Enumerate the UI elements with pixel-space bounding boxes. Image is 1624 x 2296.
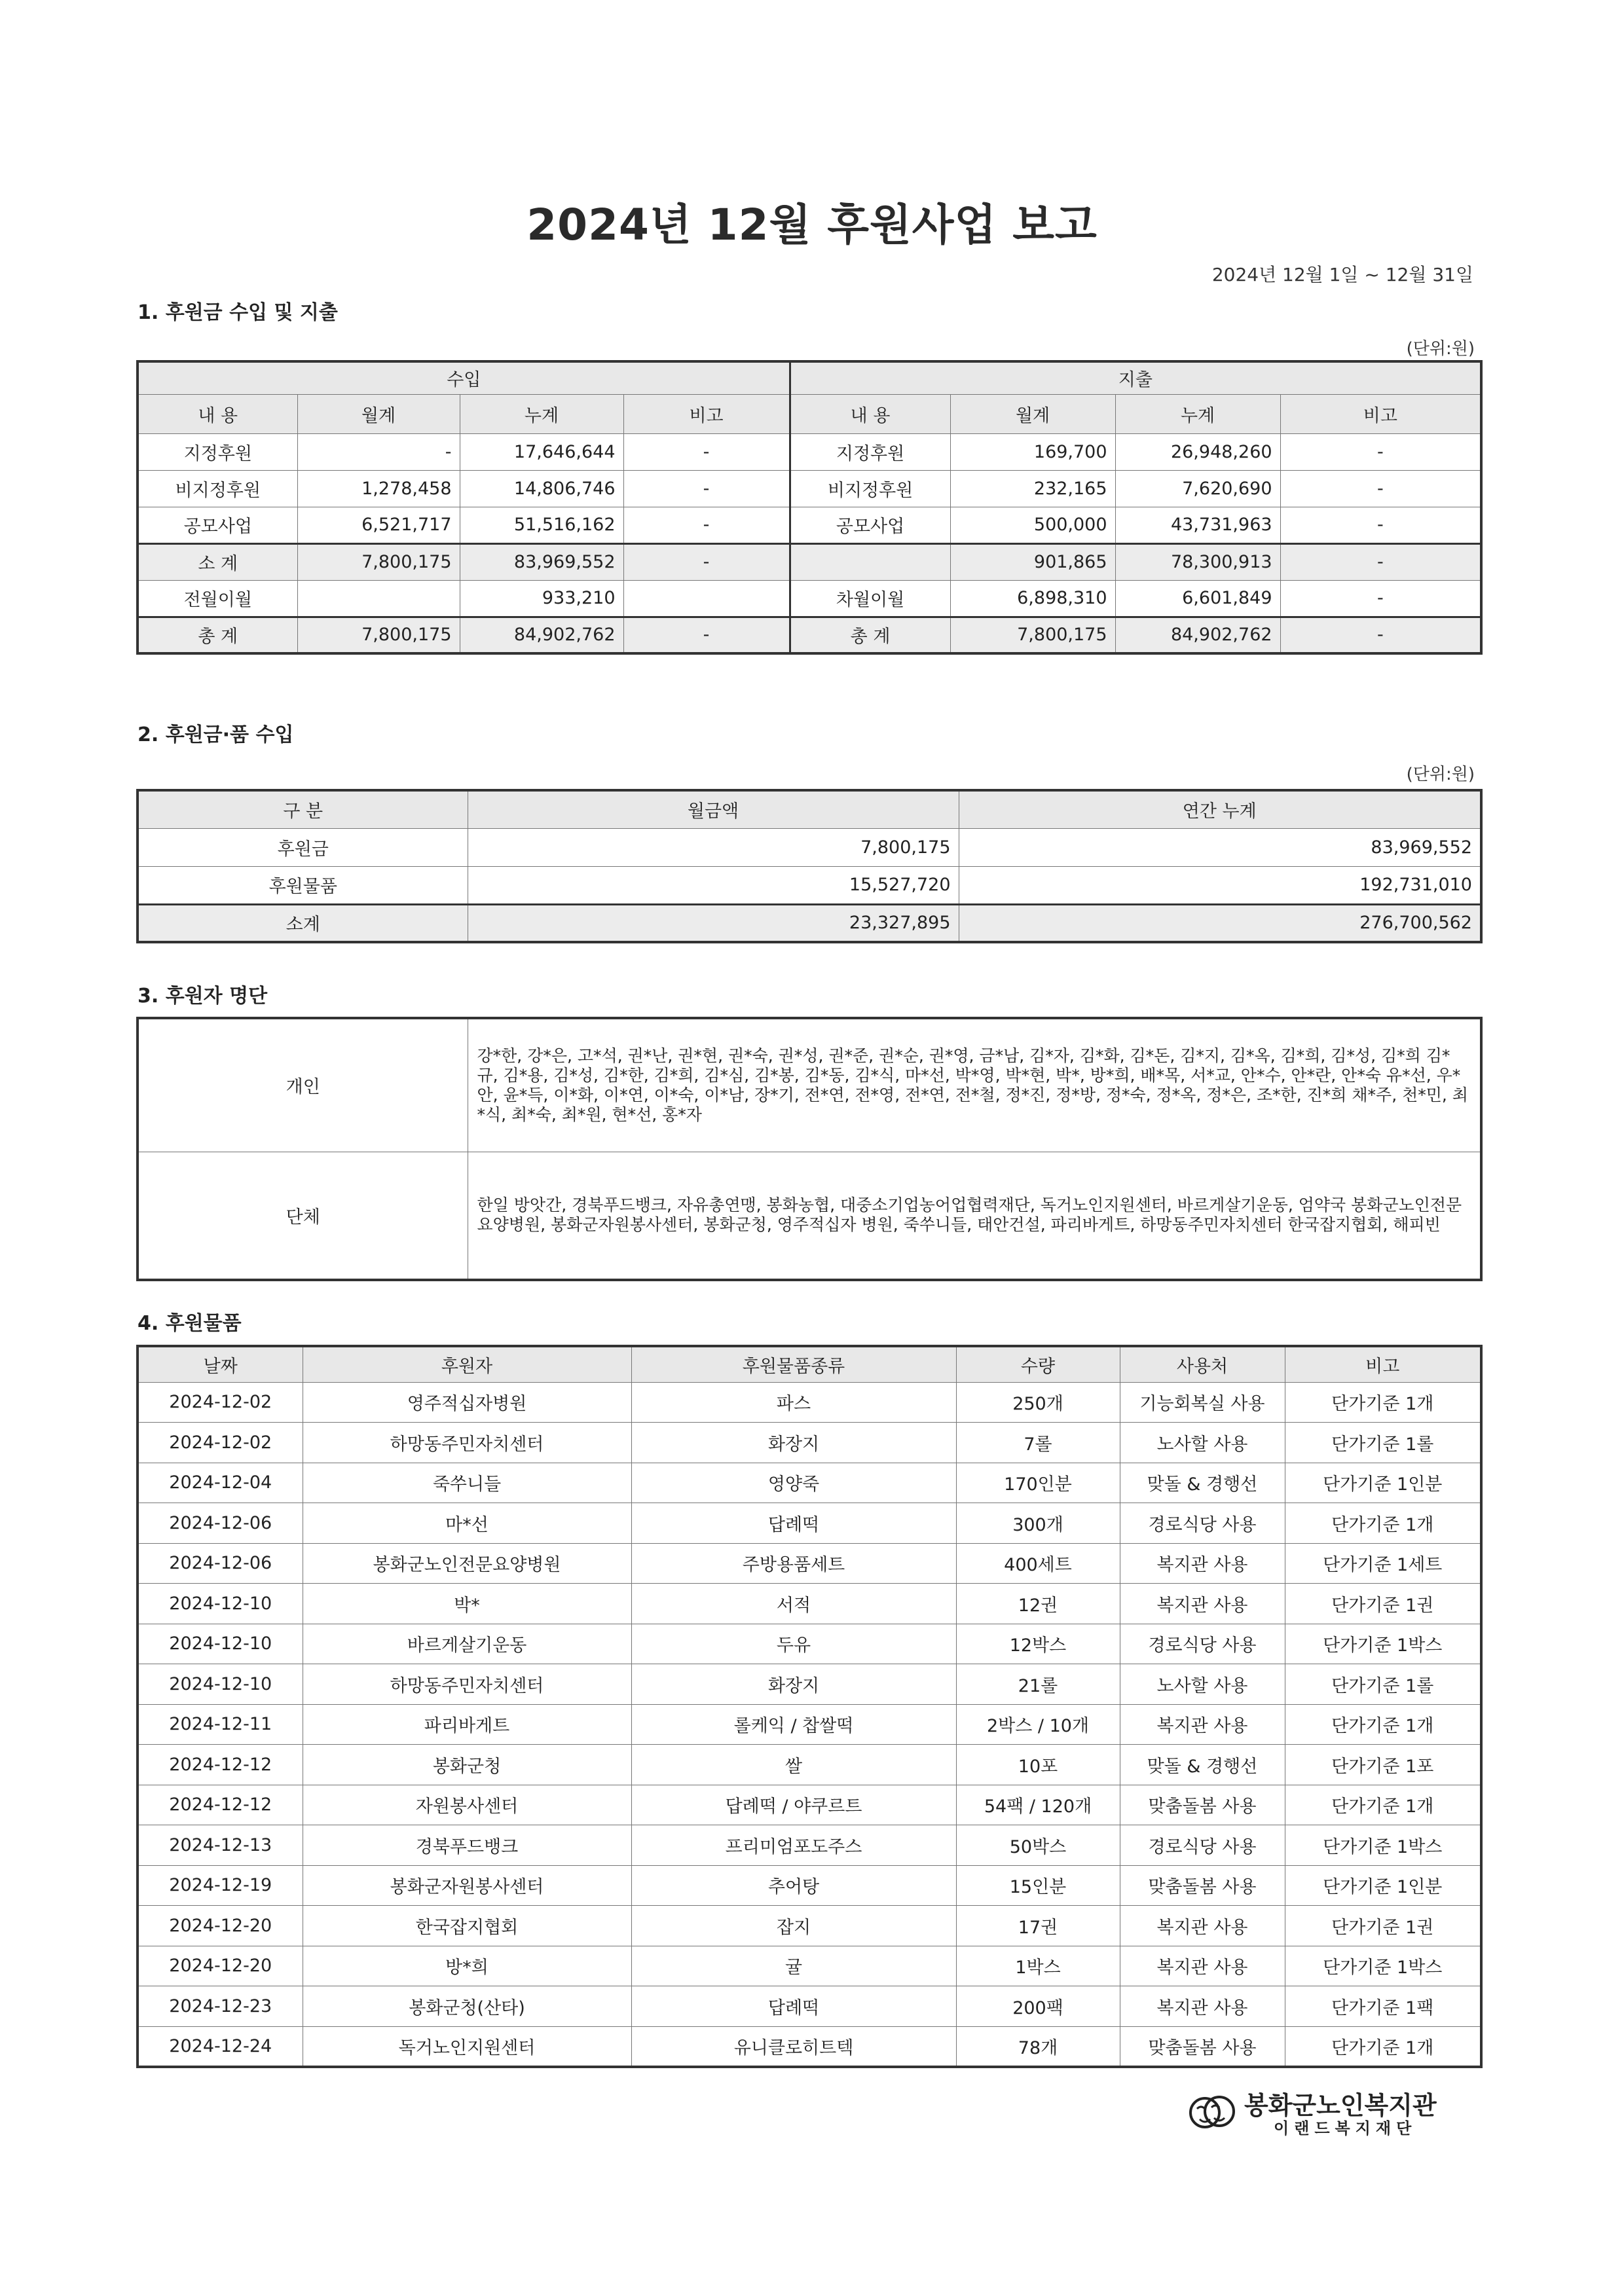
table-row <box>138 1825 1481 1866</box>
table-cell: 맞춤돌봄 사용 <box>1120 1865 1285 1906</box>
table-cell: 2024-12-10 <box>138 1584 303 1624</box>
organization-name: 봉화군노인복지관 <box>1244 2091 1437 2120</box>
table-cell: 비지정후원 <box>138 470 297 507</box>
column-header: 구 분 <box>138 790 468 828</box>
table-cell: 봉화군청(산타) <box>303 1986 631 2027</box>
organization-subtitle: 이랜드복지재단 <box>1274 2119 1417 2138</box>
table-cell: 복지관 사용 <box>1120 1704 1285 1745</box>
table-cell: - <box>297 433 460 470</box>
row-total <box>138 617 1481 653</box>
table-row <box>138 1946 1481 1986</box>
table-cell: 23,327,895 <box>468 904 959 942</box>
table-cell: 추어탕 <box>631 1865 956 1906</box>
table-row <box>138 1503 1481 1544</box>
table-cell: 영양죽 <box>631 1463 956 1503</box>
table-cell: 400세트 <box>956 1543 1120 1584</box>
income-header: 수입 <box>138 361 790 394</box>
column-header: 수량 <box>956 1346 1120 1382</box>
table-cell: 단가기준 1박스 <box>1285 1946 1481 1986</box>
table-cell: 2024-12-24 <box>138 2026 303 2067</box>
individual-label: 개인 <box>138 1018 468 1152</box>
table-cell: 봉화군노인전문요양병원 <box>303 1543 631 1584</box>
table-cell: 단가기준 1롤 <box>1285 1664 1481 1705</box>
table-cell: 후원물품 <box>138 866 468 904</box>
table-cell: 귤 <box>631 1946 956 1986</box>
table-row <box>138 1986 1481 2027</box>
table-cell <box>297 580 460 617</box>
table-cell: 2024-12-11 <box>138 1704 303 1745</box>
row-carryover <box>138 580 1481 617</box>
table-cell: 비지정후원 <box>790 470 950 507</box>
table-cell: - <box>1280 580 1481 617</box>
table-cell: 1,278,458 <box>297 470 460 507</box>
table-cell: 경로식당 사용 <box>1120 1503 1285 1544</box>
table-cell: 17,646,644 <box>460 433 623 470</box>
column-header: 비고 <box>1280 394 1481 433</box>
group-donors: 한일 방앗간, 경북푸드뱅크, 자유총연맹, 봉화농협, 대중소기업농어업협력재단, 독거노인지원센터, 바르게살기운동, 엄약국 봉화군노인전문요양병원, 봉화군자원봉사센터, 봉화군청, 영주적십자 병원, 죽쑤니들, 태안건설, 파리바게트, 하망동주민자치센터 한국잡지협회, 해피빈 <box>468 1152 1481 1280</box>
table-cell: 봉화군청 <box>303 1745 631 1785</box>
table-cell: 박* <box>303 1584 631 1624</box>
table-cell: 7,800,175 <box>297 617 460 653</box>
table-cell: 복지관 사용 <box>1120 1543 1285 1584</box>
table-cell: 바르게살기운동 <box>303 1624 631 1664</box>
table-cell: 하망동주민자치센터 <box>303 1664 631 1705</box>
table-row <box>138 1463 1481 1503</box>
table-cell: 자원봉사센터 <box>303 1785 631 1825</box>
table-cell: 단가기준 1개 <box>1285 1503 1481 1544</box>
table-row <box>138 2026 1481 2067</box>
table-cell: 공모사업 <box>790 507 950 543</box>
table-cell: 한국잡지협회 <box>303 1906 631 1946</box>
table-cell: 10포 <box>956 1745 1120 1785</box>
table-row <box>138 1382 1481 1423</box>
column-header: 후원자 <box>303 1346 631 1382</box>
table-cell: 화장지 <box>631 1423 956 1463</box>
donor-list-table <box>136 1017 1483 1281</box>
table-cell: 7,800,175 <box>297 543 460 580</box>
row-designated <box>138 433 1481 470</box>
section2-heading: 2. 후원금·품 수입 <box>138 723 294 746</box>
table-cell: 주방용품세트 <box>631 1543 956 1584</box>
table-cell: 901,865 <box>950 543 1115 580</box>
page-title: 2024년 12월 후원사업 보고 <box>526 200 1098 250</box>
table-cell: 84,902,762 <box>1115 617 1280 653</box>
table-cell: 복지관 사용 <box>1120 1946 1285 1986</box>
section4-heading: 4. 후원물품 <box>138 1312 242 1335</box>
table-cell: 276,700,562 <box>959 904 1481 942</box>
table-cell: 170인분 <box>956 1463 1120 1503</box>
table-cell: - <box>623 507 790 543</box>
table-row <box>138 1664 1481 1705</box>
individual-donors: 강*한, 강*은, 고*석, 권*난, 권*현, 권*숙, 권*성, 권*준, 권*순, 권*영, 금*남, 김*자, 김*화, 김*돈, 김*지, 김*옥, 김*희, 김*성, 김*희 김*규, 김*용, 김*성, 김*한, 김*희, 김*심, 김*봉, 김*동, 김*식, 마*선, 박*영, 박*현, 박*, 방*희, 배*목, 서*교, 안*수, 안*란, 안*숙 유*선, 우*안, 윤*득, 이*화, 이*연, 이*숙, 이*남, 장*기, 전*연, 전*영, 전*연, 전*철, 정*진, 정*방, 정*숙, 정*옥, 정*은, 조*한, 진*희 채*주, 천*민, 최*식, 최*숙, 최*원, 현*선, 홍*자 <box>468 1018 1481 1152</box>
table-cell: 맞돌 & 경행선 <box>1120 1463 1285 1503</box>
column-header: 비고 <box>1285 1346 1481 1382</box>
table-cell: - <box>1280 433 1481 470</box>
table-cell: 51,516,162 <box>460 507 623 543</box>
table-cell: 단가기준 1인분 <box>1285 1865 1481 1906</box>
table-cell: 답례떡 <box>631 1503 956 1544</box>
table-cell: 2024-12-06 <box>138 1543 303 1584</box>
table-cell: 하망동주민자치센터 <box>303 1423 631 1463</box>
table-cell: 경로식당 사용 <box>1120 1825 1285 1866</box>
column-header: 연간 누계 <box>959 790 1481 828</box>
table-cell: 7,800,175 <box>468 828 959 866</box>
table-row <box>138 1745 1481 1785</box>
table-cell: 6,898,310 <box>950 580 1115 617</box>
table-row <box>138 1624 1481 1664</box>
table-row <box>138 1584 1481 1624</box>
table-cell: 2024-12-12 <box>138 1785 303 1825</box>
table-cell: 복지관 사용 <box>1120 1584 1285 1624</box>
table-cell: 933,210 <box>460 580 623 617</box>
table-cell: 2024-12-19 <box>138 1865 303 1906</box>
table-cell: 단가기준 1롤 <box>1285 1423 1481 1463</box>
column-header: 비고 <box>623 394 790 433</box>
table-cell: 파스 <box>631 1382 956 1423</box>
table-cell: 소 계 <box>138 543 297 580</box>
table-cell: 단가기준 1세트 <box>1285 1543 1481 1584</box>
section2-unit: (단위:원) <box>1406 765 1475 784</box>
table-cell: 화장지 <box>631 1664 956 1705</box>
table-cell: 단가기준 1인분 <box>1285 1463 1481 1503</box>
table-cell: 2024-12-20 <box>138 1906 303 1946</box>
table-cell: 50박스 <box>956 1825 1120 1866</box>
table-cell: 맞춤돌봄 사용 <box>1120 2026 1285 2067</box>
table-cell: - <box>1280 470 1481 507</box>
table-cell: 7,800,175 <box>950 617 1115 653</box>
column-header: 누계 <box>460 394 623 433</box>
table-cell: 잡지 <box>631 1906 956 1946</box>
column-header: 월금액 <box>468 790 959 828</box>
table-cell: 단가기준 1개 <box>1285 1704 1481 1745</box>
table-cell: 마*선 <box>303 1503 631 1544</box>
table-cell: 83,969,552 <box>460 543 623 580</box>
table-cell: 250개 <box>956 1382 1120 1423</box>
table-cell: - <box>1280 617 1481 653</box>
table-cell: 1박스 <box>956 1946 1120 1986</box>
row-subtotal <box>138 543 1481 580</box>
group-label: 단체 <box>138 1152 468 1280</box>
table-cell: 84,902,762 <box>460 617 623 653</box>
table-row <box>138 866 1481 904</box>
table-cell: 단가기준 1박스 <box>1285 1624 1481 1664</box>
column-header: 월계 <box>950 394 1115 433</box>
organization-logo <box>1185 2085 1460 2141</box>
table-row <box>138 828 1481 866</box>
table-cell: 총 계 <box>138 617 297 653</box>
table-cell: 2024-12-20 <box>138 1946 303 1986</box>
table-cell: 맞춤돌봄 사용 <box>1120 1785 1285 1825</box>
table-cell: 죽쑤니들 <box>303 1463 631 1503</box>
table-cell: 총 계 <box>790 617 950 653</box>
table-cell: 7,620,690 <box>1115 470 1280 507</box>
table-cell: 노사할 사용 <box>1120 1423 1285 1463</box>
table-cell: 6,521,717 <box>297 507 460 543</box>
table-cell <box>623 580 790 617</box>
donation-summary-table <box>136 789 1483 943</box>
table-cell: 14,806,746 <box>460 470 623 507</box>
table-cell: 2024-12-10 <box>138 1624 303 1664</box>
table-cell: - <box>623 543 790 580</box>
table-row <box>138 1423 1481 1463</box>
table-row <box>138 904 1481 942</box>
table-cell: 단가기준 1팩 <box>1285 1986 1481 2027</box>
section1-heading: 1. 후원금 수입 및 지출 <box>138 301 338 324</box>
table-cell: 파리바게트 <box>303 1704 631 1745</box>
table-cell: - <box>623 617 790 653</box>
table-cell: 43,731,963 <box>1115 507 1280 543</box>
table-cell: 방*희 <box>303 1946 631 1986</box>
table-cell: 단가기준 1권 <box>1285 1584 1481 1624</box>
table-row <box>138 1785 1481 1825</box>
table-cell <box>790 543 950 580</box>
table-cell: 맞돌 & 경행선 <box>1120 1745 1285 1785</box>
table-cell: 경북푸드뱅크 <box>303 1825 631 1866</box>
table-cell: 15,527,720 <box>468 866 959 904</box>
column-header: 내 용 <box>790 394 950 433</box>
report-period: 2024년 12월 1일 ~ 12월 31일 <box>1211 264 1473 285</box>
table-cell: 300개 <box>956 1503 1120 1544</box>
table-cell: 소계 <box>138 904 468 942</box>
column-header: 내 용 <box>138 394 297 433</box>
table-cell: 서적 <box>631 1584 956 1624</box>
table-cell: 복지관 사용 <box>1120 1906 1285 1946</box>
income-expense-table <box>136 360 1483 655</box>
table-cell: 2024-12-10 <box>138 1664 303 1705</box>
table-cell: 쌀 <box>631 1745 956 1785</box>
table-cell: 독거노인지원센터 <box>303 2026 631 2067</box>
table-cell: 지정후원 <box>790 433 950 470</box>
table-cell: 192,731,010 <box>959 866 1481 904</box>
table-cell: 12박스 <box>956 1624 1120 1664</box>
table-cell: 단가기준 1박스 <box>1285 1825 1481 1866</box>
table-cell: 영주적십자병원 <box>303 1382 631 1423</box>
table-cell: 단가기준 1권 <box>1285 1906 1481 1946</box>
row-undesignated <box>138 470 1481 507</box>
table-cell: 봉화군자원봉사센터 <box>303 1865 631 1906</box>
table-cell: 답례떡 <box>631 1986 956 2027</box>
table-cell: 후원금 <box>138 828 468 866</box>
table-cell: 2024-12-02 <box>138 1382 303 1423</box>
table-cell: 두유 <box>631 1624 956 1664</box>
table-cell: 프리미엄포도주스 <box>631 1825 956 1866</box>
column-header: 월계 <box>297 394 460 433</box>
table-cell: 단가기준 1개 <box>1285 1382 1481 1423</box>
table-cell: - <box>1280 543 1481 580</box>
table-cell: 2024-12-02 <box>138 1423 303 1463</box>
table-cell: 2박스 / 10개 <box>956 1704 1120 1745</box>
table-cell: 12권 <box>956 1584 1120 1624</box>
table-cell: 169,700 <box>950 433 1115 470</box>
table-cell: 232,165 <box>950 470 1115 507</box>
column-header: 후원물품종류 <box>631 1346 956 1382</box>
table-cell: 유니클로히트텍 <box>631 2026 956 2067</box>
table-row <box>138 1543 1481 1584</box>
section1-unit: (단위:원) <box>1406 339 1475 359</box>
table-cell: 15인분 <box>956 1865 1120 1906</box>
table-cell: 500,000 <box>950 507 1115 543</box>
table-cell: 전월이월 <box>138 580 297 617</box>
donated-goods-table <box>136 1345 1483 2068</box>
table-cell: 83,969,552 <box>959 828 1481 866</box>
table-cell: 공모사업 <box>138 507 297 543</box>
expense-header: 지출 <box>790 361 1481 394</box>
table-row <box>138 1906 1481 1946</box>
table-cell: 차월이월 <box>790 580 950 617</box>
table-cell: 78,300,913 <box>1115 543 1280 580</box>
table-cell: 7롤 <box>956 1423 1120 1463</box>
row-public-project <box>138 507 1481 543</box>
column-header: 사용처 <box>1120 1346 1285 1382</box>
table-cell: 기능회복실 사용 <box>1120 1382 1285 1423</box>
table-cell: 2024-12-04 <box>138 1463 303 1503</box>
section3-heading: 3. 후원자 명단 <box>138 985 268 1008</box>
column-header: 누계 <box>1115 394 1280 433</box>
table-row <box>138 1704 1481 1745</box>
table-cell: - <box>1280 507 1481 543</box>
table-cell: 단가기준 1포 <box>1285 1745 1481 1785</box>
table-cell: 롤케익 / 찹쌀떡 <box>631 1704 956 1745</box>
table-row <box>138 1865 1481 1906</box>
table-cell: 경로식당 사용 <box>1120 1624 1285 1664</box>
table-cell: 78개 <box>956 2026 1120 2067</box>
table-cell: 2024-12-23 <box>138 1986 303 2027</box>
table-cell: 답례떡 / 야쿠르트 <box>631 1785 956 1825</box>
table-cell: 2024-12-06 <box>138 1503 303 1544</box>
table-cell: 2024-12-13 <box>138 1825 303 1866</box>
table-cell: 지정후원 <box>138 433 297 470</box>
table-cell: - <box>623 470 790 507</box>
table-cell: 26,948,260 <box>1115 433 1280 470</box>
table-cell: 단가기준 1개 <box>1285 2026 1481 2067</box>
table-cell: 단가기준 1개 <box>1285 1785 1481 1825</box>
elderly-couple-logo-icon <box>1185 2085 1240 2140</box>
table-cell: 6,601,849 <box>1115 580 1280 617</box>
table-cell: 복지관 사용 <box>1120 1986 1285 2027</box>
table-cell: 54팩 / 120개 <box>956 1785 1120 1825</box>
table-cell: 17권 <box>956 1906 1120 1946</box>
table-cell: 노사할 사용 <box>1120 1664 1285 1705</box>
table-cell: - <box>623 433 790 470</box>
table-cell: 21롤 <box>956 1664 1120 1705</box>
table-cell: 2024-12-12 <box>138 1745 303 1785</box>
table-cell: 200팩 <box>956 1986 1120 2027</box>
column-header: 날짜 <box>138 1346 303 1382</box>
